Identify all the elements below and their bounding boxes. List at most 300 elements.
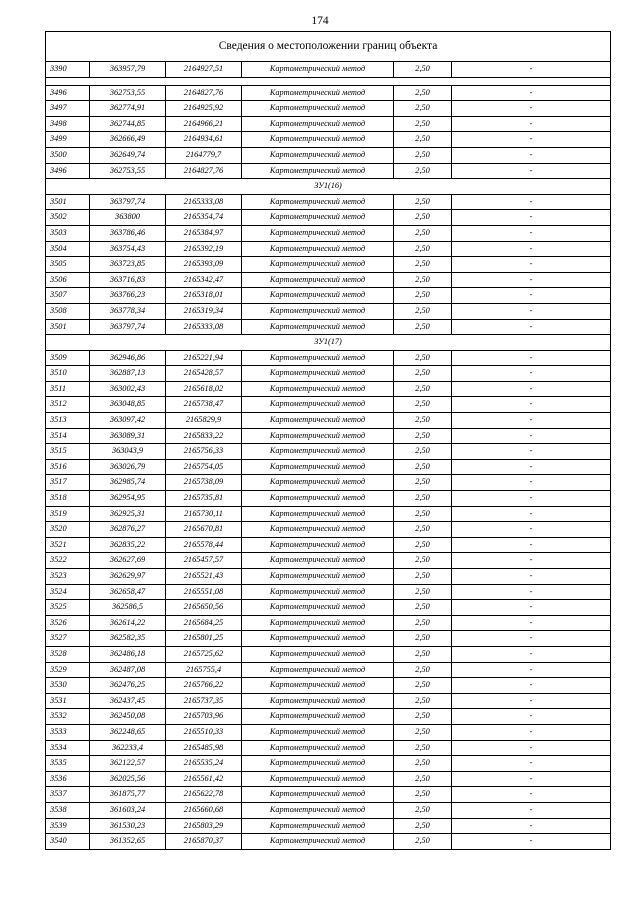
table-row (46, 678, 611, 694)
accuracy-cell: 2,50 (394, 724, 452, 740)
description-cell: - (452, 818, 611, 834)
point-number-cell: 3507 (46, 288, 90, 304)
y-coordinate-cell: 2165829,9 (166, 413, 242, 429)
table-row (46, 491, 611, 507)
y-coordinate-cell: 2165622,78 (166, 787, 242, 803)
accuracy-cell: 2,50 (394, 381, 452, 397)
method-cell: Картометрический метод (242, 459, 394, 475)
description-cell: - (452, 163, 611, 179)
x-coordinate-cell: 363778,34 (90, 303, 166, 319)
accuracy-cell: 2,50 (394, 584, 452, 600)
description-cell: - (452, 802, 611, 818)
group-header-row (46, 335, 611, 351)
y-coordinate-cell: 2165457,57 (166, 553, 242, 569)
x-coordinate-cell: 362486,18 (90, 646, 166, 662)
method-cell: Картометрический метод (242, 475, 394, 491)
point-number-cell: 3521 (46, 537, 90, 553)
accuracy-cell: 2,50 (394, 459, 452, 475)
description-cell: - (452, 709, 611, 725)
x-coordinate-cell: 363048,85 (90, 397, 166, 413)
point-number-cell: 3525 (46, 600, 90, 616)
y-coordinate-cell: 2165833,22 (166, 428, 242, 444)
y-coordinate-cell: 2164966,21 (166, 116, 242, 132)
point-number-cell: 3534 (46, 740, 90, 756)
table-row (46, 475, 611, 491)
accuracy-cell: 2,50 (394, 288, 452, 304)
table-row (46, 506, 611, 522)
y-coordinate-cell: 2165755,4 (166, 662, 242, 678)
description-cell: - (452, 646, 611, 662)
accuracy-cell: 2,50 (394, 787, 452, 803)
table-row (46, 740, 611, 756)
x-coordinate-cell: 361352,65 (90, 834, 166, 850)
accuracy-cell: 2,50 (394, 62, 452, 78)
accuracy-cell: 2,50 (394, 475, 452, 491)
method-cell: Картометрический метод (242, 662, 394, 678)
accuracy-cell: 2,50 (394, 646, 452, 662)
x-coordinate-cell: 363043,9 (90, 444, 166, 460)
method-cell: Картометрический метод (242, 724, 394, 740)
table-row (46, 818, 611, 834)
table-row (46, 662, 611, 678)
table-row (46, 288, 611, 304)
y-coordinate-cell: 2165803,29 (166, 818, 242, 834)
accuracy-cell: 2,50 (394, 756, 452, 772)
y-coordinate-cell: 2165561,42 (166, 771, 242, 787)
method-cell: Картометрический метод (242, 818, 394, 834)
x-coordinate-cell: 363089,31 (90, 428, 166, 444)
x-coordinate-cell: 362586,5 (90, 600, 166, 616)
y-coordinate-cell: 2165737,35 (166, 693, 242, 709)
point-number-cell: 3537 (46, 787, 90, 803)
table-row (46, 210, 611, 226)
method-cell: Картометрический метод (242, 693, 394, 709)
accuracy-cell: 2,50 (394, 709, 452, 725)
accuracy-cell: 2,50 (394, 600, 452, 616)
y-coordinate-cell: 2165354,74 (166, 210, 242, 226)
method-cell: Картометрический метод (242, 600, 394, 616)
x-coordinate-cell: 362487,08 (90, 662, 166, 678)
x-coordinate-cell: 363800 (90, 210, 166, 226)
group-label: ЗУ1(17) (46, 335, 611, 351)
x-coordinate-cell: 363716,83 (90, 272, 166, 288)
point-number-cell: 3529 (46, 662, 90, 678)
x-coordinate-cell: 362666,49 (90, 132, 166, 148)
method-cell: Картометрический метод (242, 756, 394, 772)
method-cell: Картометрический метод (242, 62, 394, 78)
table-row (46, 194, 611, 210)
method-cell: Картометрический метод (242, 132, 394, 148)
point-number-cell: 3526 (46, 615, 90, 631)
x-coordinate-cell: 361530,23 (90, 818, 166, 834)
point-number-cell: 3506 (46, 272, 90, 288)
description-cell: - (452, 381, 611, 397)
accuracy-cell: 2,50 (394, 272, 452, 288)
x-coordinate-cell: 362437,45 (90, 693, 166, 709)
description-cell: - (452, 569, 611, 585)
y-coordinate-cell: 2165670,81 (166, 522, 242, 538)
description-cell: - (452, 428, 611, 444)
y-coordinate-cell: 2165756,33 (166, 444, 242, 460)
y-coordinate-cell: 2165660,68 (166, 802, 242, 818)
x-coordinate-cell: 363957,79 (90, 62, 166, 78)
y-coordinate-cell: 2165221,94 (166, 350, 242, 366)
method-cell: Картометрический метод (242, 802, 394, 818)
table-row (46, 350, 611, 366)
y-coordinate-cell: 2165725,62 (166, 646, 242, 662)
accuracy-cell: 2,50 (394, 194, 452, 210)
table-row (46, 615, 611, 631)
y-coordinate-cell: 2165393,09 (166, 257, 242, 273)
table-row (46, 303, 611, 319)
description-cell: - (452, 491, 611, 507)
x-coordinate-cell: 363754,43 (90, 241, 166, 257)
method-cell: Картометрический метод (242, 740, 394, 756)
x-coordinate-cell: 362774,91 (90, 101, 166, 117)
accuracy-cell: 2,50 (394, 397, 452, 413)
table-row (46, 693, 611, 709)
accuracy-cell: 2,50 (394, 257, 452, 273)
method-cell: Картометрический метод (242, 147, 394, 163)
table-row (46, 241, 611, 257)
table-body (46, 32, 611, 850)
point-number-cell: 3504 (46, 241, 90, 257)
point-number-cell: 3511 (46, 381, 90, 397)
point-number-cell: 3527 (46, 631, 90, 647)
table-row (46, 756, 611, 772)
point-number-cell: 3501 (46, 194, 90, 210)
description-cell: - (452, 413, 611, 429)
table-row (46, 366, 611, 382)
description-cell: - (452, 522, 611, 538)
y-coordinate-cell: 2165318,01 (166, 288, 242, 304)
description-cell: - (452, 662, 611, 678)
method-cell: Картометрический метод (242, 101, 394, 117)
table-row (46, 724, 611, 740)
y-coordinate-cell: 2165703,96 (166, 709, 242, 725)
method-cell: Картометрический метод (242, 491, 394, 507)
description-cell: - (452, 756, 611, 772)
description-cell: - (452, 600, 611, 616)
point-number-cell: 3509 (46, 350, 90, 366)
accuracy-cell: 2,50 (394, 802, 452, 818)
point-number-cell: 3518 (46, 491, 90, 507)
x-coordinate-cell: 363723,85 (90, 257, 166, 273)
y-coordinate-cell: 2165485,98 (166, 740, 242, 756)
description-cell: - (452, 147, 611, 163)
point-number-cell: 3512 (46, 397, 90, 413)
method-cell: Картометрический метод (242, 163, 394, 179)
accuracy-cell: 2,50 (394, 428, 452, 444)
y-coordinate-cell: 2165766,22 (166, 678, 242, 694)
table-row (46, 272, 611, 288)
y-coordinate-cell: 2164925,92 (166, 101, 242, 117)
x-coordinate-cell: 362946,86 (90, 350, 166, 366)
accuracy-cell: 2,50 (394, 132, 452, 148)
table-row (46, 381, 611, 397)
description-cell: - (452, 584, 611, 600)
y-coordinate-cell: 2165392,19 (166, 241, 242, 257)
x-coordinate-cell: 362122,57 (90, 756, 166, 772)
point-number-cell: 3536 (46, 771, 90, 787)
method-cell: Картометрический метод (242, 210, 394, 226)
accuracy-cell: 2,50 (394, 615, 452, 631)
y-coordinate-cell: 2165510,33 (166, 724, 242, 740)
x-coordinate-cell: 363002,43 (90, 381, 166, 397)
y-coordinate-cell: 2165684,25 (166, 615, 242, 631)
y-coordinate-cell: 2165342,47 (166, 272, 242, 288)
accuracy-cell: 2,50 (394, 522, 452, 538)
table-title: Сведения о местоположении границ объекта (46, 32, 611, 62)
method-cell: Картометрический метод (242, 85, 394, 101)
table-row (46, 600, 611, 616)
method-cell: Картометрический метод (242, 116, 394, 132)
method-cell: Картометрический метод (242, 615, 394, 631)
accuracy-cell: 2,50 (394, 241, 452, 257)
description-cell: - (452, 350, 611, 366)
accuracy-cell: 2,50 (394, 662, 452, 678)
description-cell: - (452, 85, 611, 101)
accuracy-cell: 2,50 (394, 319, 452, 335)
table-gap-row (46, 77, 611, 85)
y-coordinate-cell: 2165801,25 (166, 631, 242, 647)
accuracy-cell: 2,50 (394, 553, 452, 569)
x-coordinate-cell: 362753,55 (90, 85, 166, 101)
point-number-cell: 3528 (46, 646, 90, 662)
method-cell: Картометрический метод (242, 646, 394, 662)
accuracy-cell: 2,50 (394, 163, 452, 179)
method-cell: Картометрический метод (242, 288, 394, 304)
description-cell: - (452, 771, 611, 787)
x-coordinate-cell: 362835,22 (90, 537, 166, 553)
table-row (46, 225, 611, 241)
x-coordinate-cell: 362887,13 (90, 366, 166, 382)
gap-cell (46, 77, 611, 85)
point-number-cell: 3524 (46, 584, 90, 600)
description-cell: - (452, 615, 611, 631)
point-number-cell: 3513 (46, 413, 90, 429)
method-cell: Картометрический метод (242, 428, 394, 444)
method-cell: Картометрический метод (242, 584, 394, 600)
point-number-cell: 3530 (46, 678, 90, 694)
y-coordinate-cell: 2165333,08 (166, 319, 242, 335)
boundary-coordinates-table (45, 31, 611, 850)
description-cell: - (452, 506, 611, 522)
x-coordinate-cell: 362450,08 (90, 709, 166, 725)
description-cell: - (452, 397, 611, 413)
description-cell: - (452, 303, 611, 319)
method-cell: Картометрический метод (242, 771, 394, 787)
y-coordinate-cell: 2164927,51 (166, 62, 242, 78)
y-coordinate-cell: 2165650,56 (166, 600, 242, 616)
accuracy-cell: 2,50 (394, 350, 452, 366)
y-coordinate-cell: 2165333,08 (166, 194, 242, 210)
y-coordinate-cell: 2165738,09 (166, 475, 242, 491)
description-cell: - (452, 241, 611, 257)
point-number-cell: 3539 (46, 818, 90, 834)
page-number: 174 (311, 15, 329, 27)
description-cell: - (452, 537, 611, 553)
description-cell: - (452, 553, 611, 569)
description-cell: - (452, 194, 611, 210)
y-coordinate-cell: 2165738,47 (166, 397, 242, 413)
accuracy-cell: 2,50 (394, 537, 452, 553)
accuracy-cell: 2,50 (394, 225, 452, 241)
table-row (46, 116, 611, 132)
description-cell: - (452, 257, 611, 273)
y-coordinate-cell: 2165535,24 (166, 756, 242, 772)
method-cell: Картометрический метод (242, 569, 394, 585)
method-cell: Картометрический метод (242, 787, 394, 803)
table-row (46, 62, 611, 78)
method-cell: Картометрический метод (242, 413, 394, 429)
table-row (46, 257, 611, 273)
accuracy-cell: 2,50 (394, 740, 452, 756)
x-coordinate-cell: 362658,47 (90, 584, 166, 600)
x-coordinate-cell: 362985,74 (90, 475, 166, 491)
table-row (46, 553, 611, 569)
description-cell: - (452, 724, 611, 740)
table-row (46, 163, 611, 179)
point-number-cell: 3533 (46, 724, 90, 740)
y-coordinate-cell: 2165618,02 (166, 381, 242, 397)
method-cell: Картометрический метод (242, 553, 394, 569)
point-number-cell: 3522 (46, 553, 90, 569)
method-cell: Картометрический метод (242, 631, 394, 647)
point-number-cell: 3515 (46, 444, 90, 460)
y-coordinate-cell: 2164827,76 (166, 85, 242, 101)
description-cell: - (452, 288, 611, 304)
x-coordinate-cell: 362925,31 (90, 506, 166, 522)
method-cell: Картометрический метод (242, 350, 394, 366)
table-row (46, 834, 611, 850)
point-number-cell: 3505 (46, 257, 90, 273)
description-cell: - (452, 101, 611, 117)
accuracy-cell: 2,50 (394, 147, 452, 163)
accuracy-cell: 2,50 (394, 85, 452, 101)
description-cell: - (452, 366, 611, 382)
y-coordinate-cell: 2165551,08 (166, 584, 242, 600)
point-number-cell: 3497 (46, 101, 90, 117)
method-cell: Картометрический метод (242, 257, 394, 273)
y-coordinate-cell: 2165521,43 (166, 569, 242, 585)
accuracy-cell: 2,50 (394, 569, 452, 585)
table-row (46, 584, 611, 600)
y-coordinate-cell: 2165754,05 (166, 459, 242, 475)
accuracy-cell: 2,50 (394, 693, 452, 709)
table-title-row (46, 32, 611, 62)
x-coordinate-cell: 361875,77 (90, 787, 166, 803)
accuracy-cell: 2,50 (394, 631, 452, 647)
table-row (46, 709, 611, 725)
point-number-cell: 3496 (46, 163, 90, 179)
point-number-cell: 3502 (46, 210, 90, 226)
x-coordinate-cell: 362649,74 (90, 147, 166, 163)
table-row (46, 132, 611, 148)
method-cell: Картометрический метод (242, 506, 394, 522)
point-number-cell: 3523 (46, 569, 90, 585)
y-coordinate-cell: 2164827,76 (166, 163, 242, 179)
y-coordinate-cell: 2165730,11 (166, 506, 242, 522)
accuracy-cell: 2,50 (394, 413, 452, 429)
x-coordinate-cell: 363097,42 (90, 413, 166, 429)
point-number-cell: 3520 (46, 522, 90, 538)
point-number-cell: 3531 (46, 693, 90, 709)
accuracy-cell: 2,50 (394, 210, 452, 226)
y-coordinate-cell: 2165578,44 (166, 537, 242, 553)
x-coordinate-cell: 362744,85 (90, 116, 166, 132)
x-coordinate-cell: 363766,23 (90, 288, 166, 304)
x-coordinate-cell: 361603,24 (90, 802, 166, 818)
point-number-cell: 3498 (46, 116, 90, 132)
point-number-cell: 3514 (46, 428, 90, 444)
y-coordinate-cell: 2164934,61 (166, 132, 242, 148)
description-cell: - (452, 225, 611, 241)
description-cell: - (452, 132, 611, 148)
point-number-cell: 3500 (46, 147, 90, 163)
description-cell: - (452, 631, 611, 647)
accuracy-cell: 2,50 (394, 678, 452, 694)
x-coordinate-cell: 362954,95 (90, 491, 166, 507)
x-coordinate-cell: 362753,55 (90, 163, 166, 179)
table-row (46, 85, 611, 101)
point-number-cell: 3501 (46, 319, 90, 335)
method-cell: Картометрический метод (242, 678, 394, 694)
y-coordinate-cell: 2165319,34 (166, 303, 242, 319)
table-row (46, 787, 611, 803)
table-row (46, 459, 611, 475)
table-row (46, 631, 611, 647)
accuracy-cell: 2,50 (394, 444, 452, 460)
description-cell: - (452, 319, 611, 335)
method-cell: Картометрический метод (242, 303, 394, 319)
table-row (46, 428, 611, 444)
table-row (46, 537, 611, 553)
description-cell: - (452, 834, 611, 850)
description-cell: - (452, 62, 611, 78)
x-coordinate-cell: 362025,56 (90, 771, 166, 787)
point-number-cell: 3499 (46, 132, 90, 148)
description-cell: - (452, 693, 611, 709)
method-cell: Картометрический метод (242, 381, 394, 397)
point-number-cell: 3532 (46, 709, 90, 725)
point-number-cell: 3538 (46, 802, 90, 818)
point-number-cell: 3510 (46, 366, 90, 382)
y-coordinate-cell: 2165384,97 (166, 225, 242, 241)
method-cell: Картометрический метод (242, 241, 394, 257)
y-coordinate-cell: 2164779,7 (166, 147, 242, 163)
accuracy-cell: 2,50 (394, 818, 452, 834)
method-cell: Картометрический метод (242, 537, 394, 553)
y-coordinate-cell: 2165428,57 (166, 366, 242, 382)
accuracy-cell: 2,50 (394, 834, 452, 850)
x-coordinate-cell: 363786,46 (90, 225, 166, 241)
description-cell: - (452, 787, 611, 803)
table-row (46, 444, 611, 460)
description-cell: - (452, 678, 611, 694)
x-coordinate-cell: 362248,65 (90, 724, 166, 740)
x-coordinate-cell: 363797,74 (90, 319, 166, 335)
description-cell: - (452, 444, 611, 460)
point-number-cell: 3516 (46, 459, 90, 475)
table-row (46, 802, 611, 818)
x-coordinate-cell: 362233,4 (90, 740, 166, 756)
method-cell: Картометрический метод (242, 709, 394, 725)
accuracy-cell: 2,50 (394, 101, 452, 117)
point-number-cell: 3517 (46, 475, 90, 491)
description-cell: - (452, 740, 611, 756)
description-cell: - (452, 459, 611, 475)
